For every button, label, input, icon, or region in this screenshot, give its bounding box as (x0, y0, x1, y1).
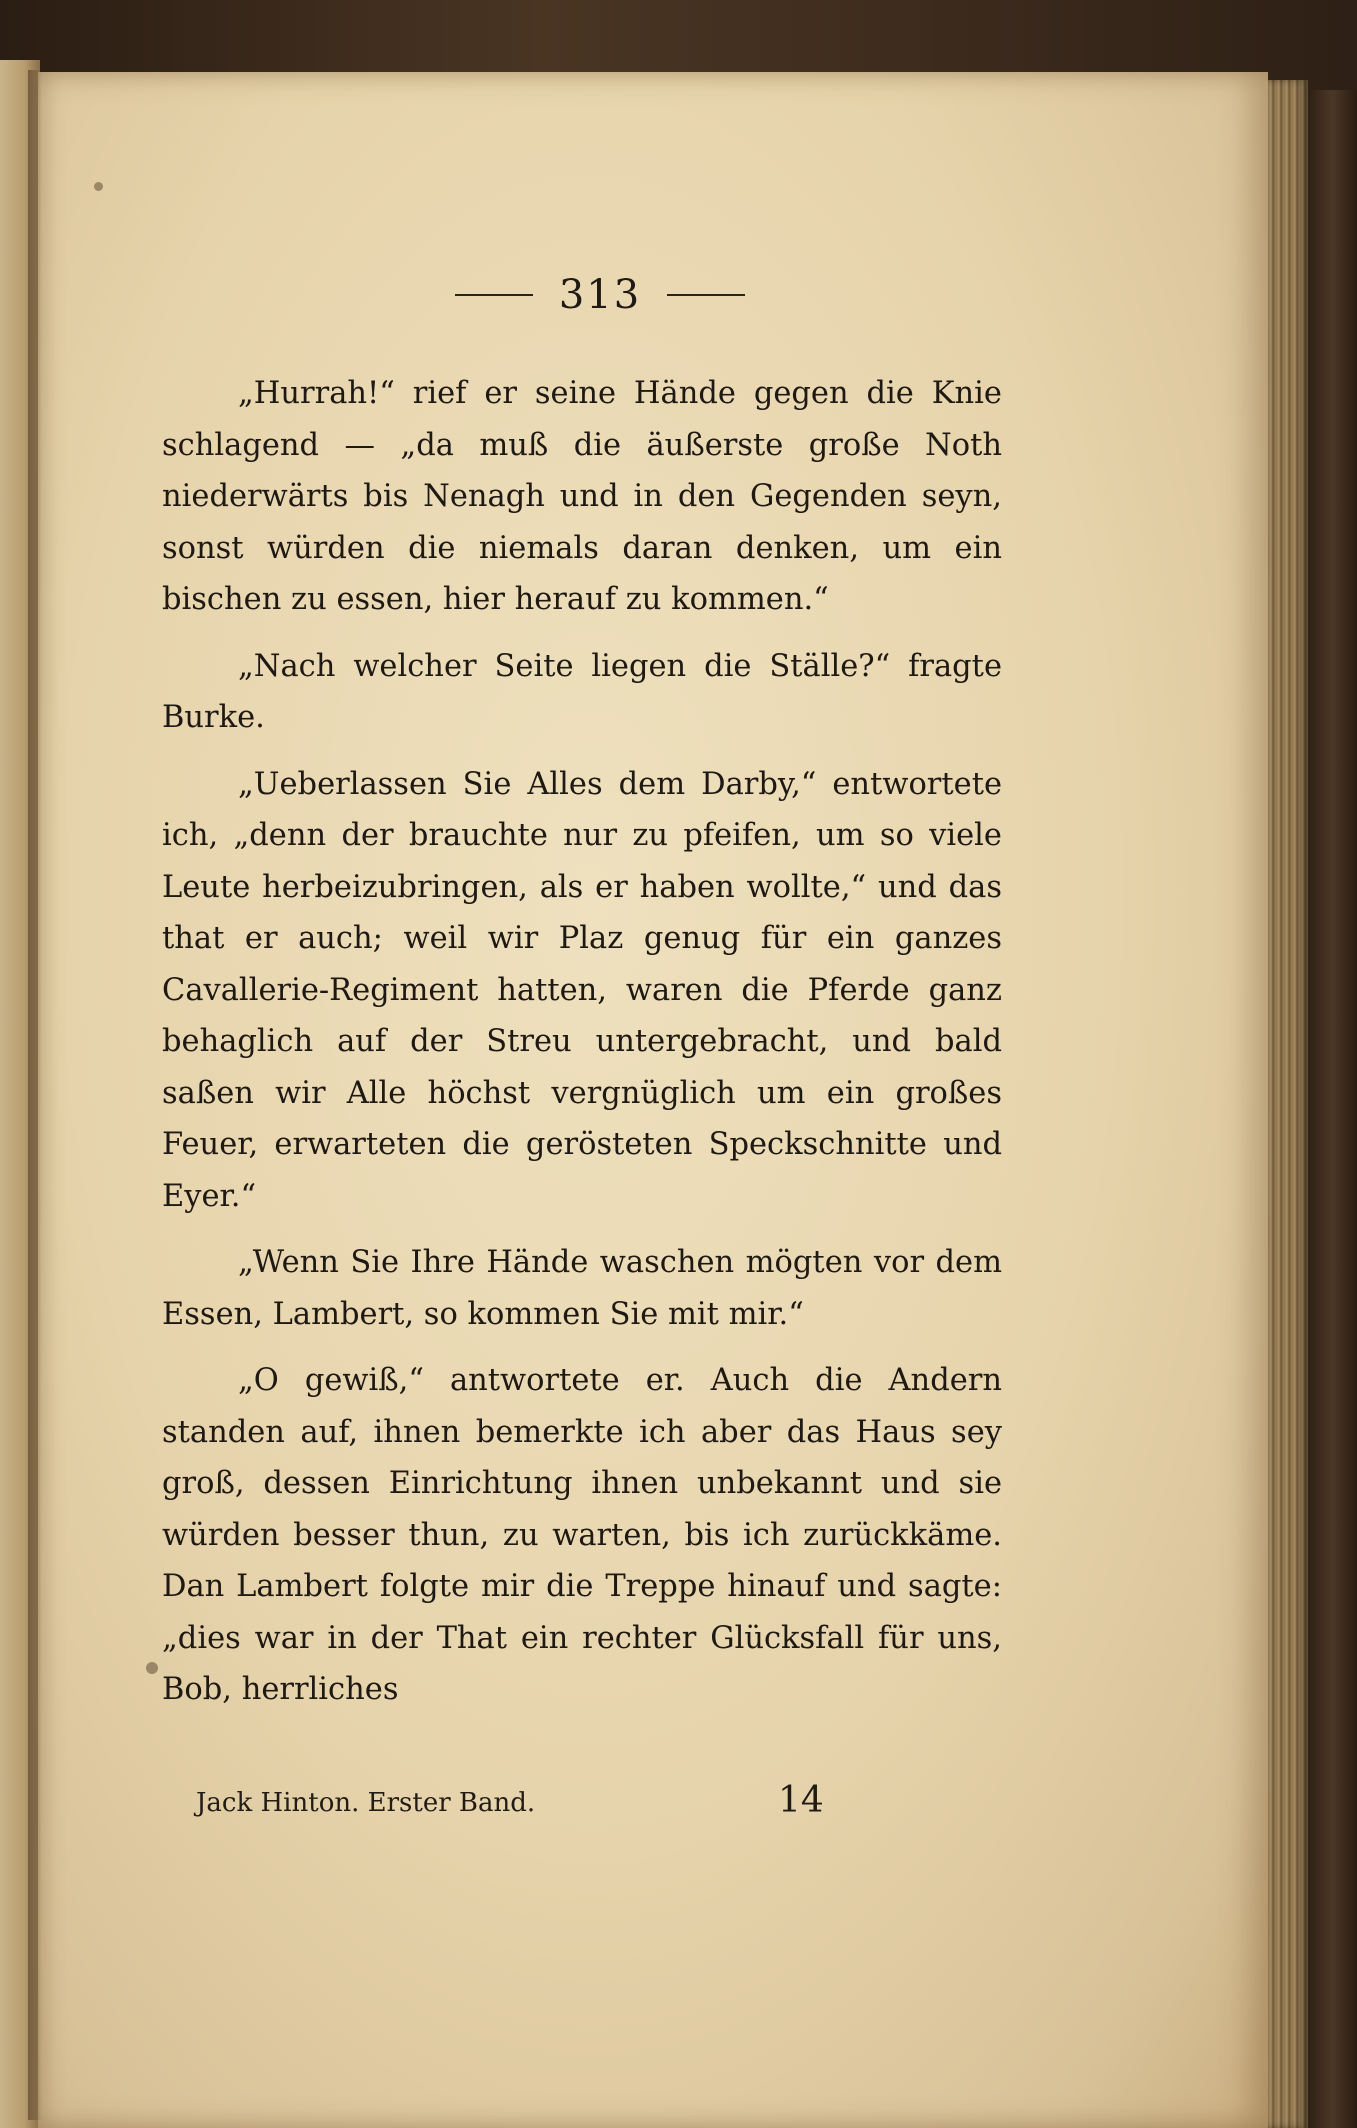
page-number: 313 (558, 272, 642, 318)
signature-mark: 14 (778, 1780, 824, 1821)
paragraph: „O gewiß,“ antwortete er. Auch die Andern standen auf, ihnen bemerkte ich aber das Haus sey groß, dessen Einrichtung ihnen unbekannt und sie würden besser thun, zu warten, bis ich zurückkäme. Dan Lambert folgte mir die Treppe hinauf und sagte: „dies war in der That ein rechter Glücksfall für uns, Bob, herrliches (162, 1363, 1002, 1707)
printer-signature: Jack Hinton. Erster Band. (196, 1788, 536, 1818)
paragraph: „Wenn Sie Ihre Hände waschen mögten vor dem Essen, Lambert, so kommen Sie mit mir.“ (162, 1245, 1002, 1332)
page-footer (196, 1780, 956, 1830)
body-text (162, 368, 1002, 1716)
page-header (420, 270, 780, 320)
spine-shadow (28, 70, 42, 2120)
header-rule-right (667, 294, 745, 296)
header-rule-left (455, 294, 533, 296)
paragraph: „Hurrah!“ rief er seine Hände gegen die Knie schlagend — „da muß die äußerste große Noth niederwärts bis Nenagh und in den Gegenden seyn, sonst würden die niemals daran denken, um ein bischen zu essen, hier herauf zu kommen.“ (162, 376, 1002, 617)
paragraph: „Nach welcher Seite liegen die Ställe?“ fragte Burke. (162, 648, 1002, 735)
book-cover-edge (1308, 90, 1357, 2128)
ink-spot (146, 1662, 158, 1674)
paragraph: „Ueberlassen Sie Alles dem Darby,“ entwortete ich, „denn der brauchte nur zu pfeifen, um so viele Leute herbeizubringen, als er haben wollte,“ und das that er auch; weil wir Plaz genug für ein ganzes Cavallerie-Regiment hatten, waren die Pferde ganz behaglich auf der Streu untergebracht, und bald saßen wir Alle höchst vergnüglich um ein großes Feuer, erwarteten die gerösteten Speckschnitte und Eyer.“ (162, 766, 1002, 1214)
page-stack-edge (1268, 80, 1308, 2128)
ink-spot (94, 182, 103, 191)
